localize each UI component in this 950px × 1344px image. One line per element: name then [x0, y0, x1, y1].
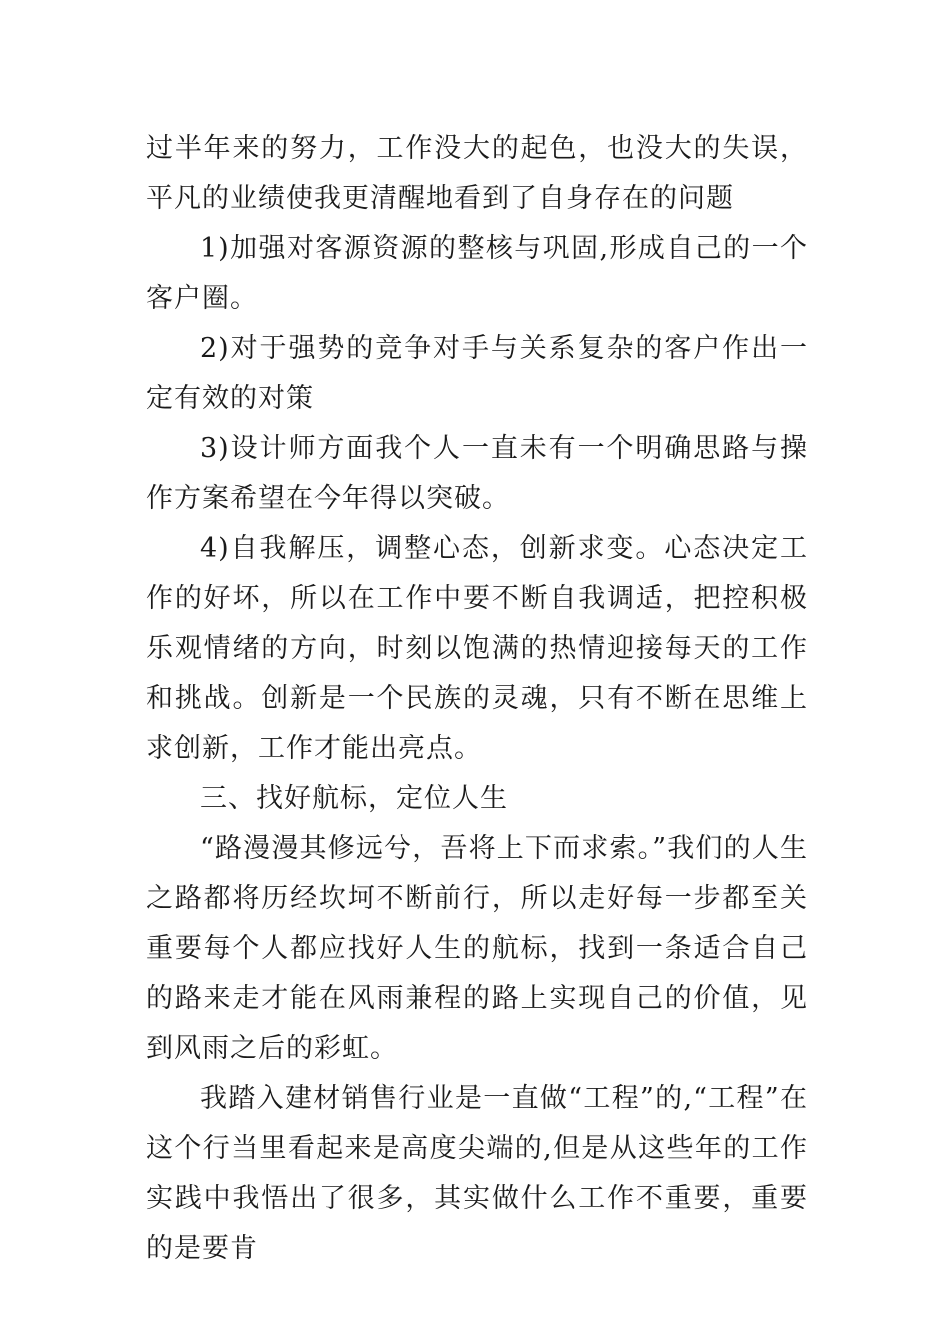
paragraph-career: 我踏入建材销售行业是一直做“工程”的,“工程”在这个行当里看起来是高度尖端的,但是从这些年的工作实践中我悟出了很多，其实做什么工作不重要，重要的是要肯	[146, 1083, 808, 1264]
paragraph-item-1: 1)加强对客源资源的整核与巩固,形成自己的一个客户圈。	[146, 233, 808, 314]
paragraph-item-2: 2)对于强势的竞争对手与关系复杂的客户作出一定有效的对策	[146, 333, 808, 414]
paragraph-item-4: 4)自我解压，调整心态，创新求变。心态决定工作的好坏，所以在工作中要不断自我调适，把控积极乐观情绪的方向，时刻以饱满的热情迎接每天的工作和挑战。创新是一个民族的灵魂，只有不断在思维上求创新，工作才能出亮点。	[146, 533, 808, 764]
paragraph-item-3: 3)设计师方面我个人一直未有一个明确思路与操作方案希望在今年得以突破。	[146, 433, 808, 514]
document-body	[146, 124, 808, 1274]
section-heading: 三、找好航标，定位人生	[200, 783, 508, 814]
paragraph-summary: 过半年来的努力，工作没大的起色，也没大的失误，平凡的业绩使我更清醒地看到了自身存在的问题	[146, 133, 808, 214]
paragraph-quote: “路漫漫其修远兮，吾将上下而求索。”我们的人生之路都将历经坎坷不断前行，所以走好每一步都至关重要每个人都应找好人生的航标，找到一条适合自己的路来走才能在风雨兼程的路上实现自己的价值，见到风雨之后的彩虹。	[146, 833, 808, 1064]
